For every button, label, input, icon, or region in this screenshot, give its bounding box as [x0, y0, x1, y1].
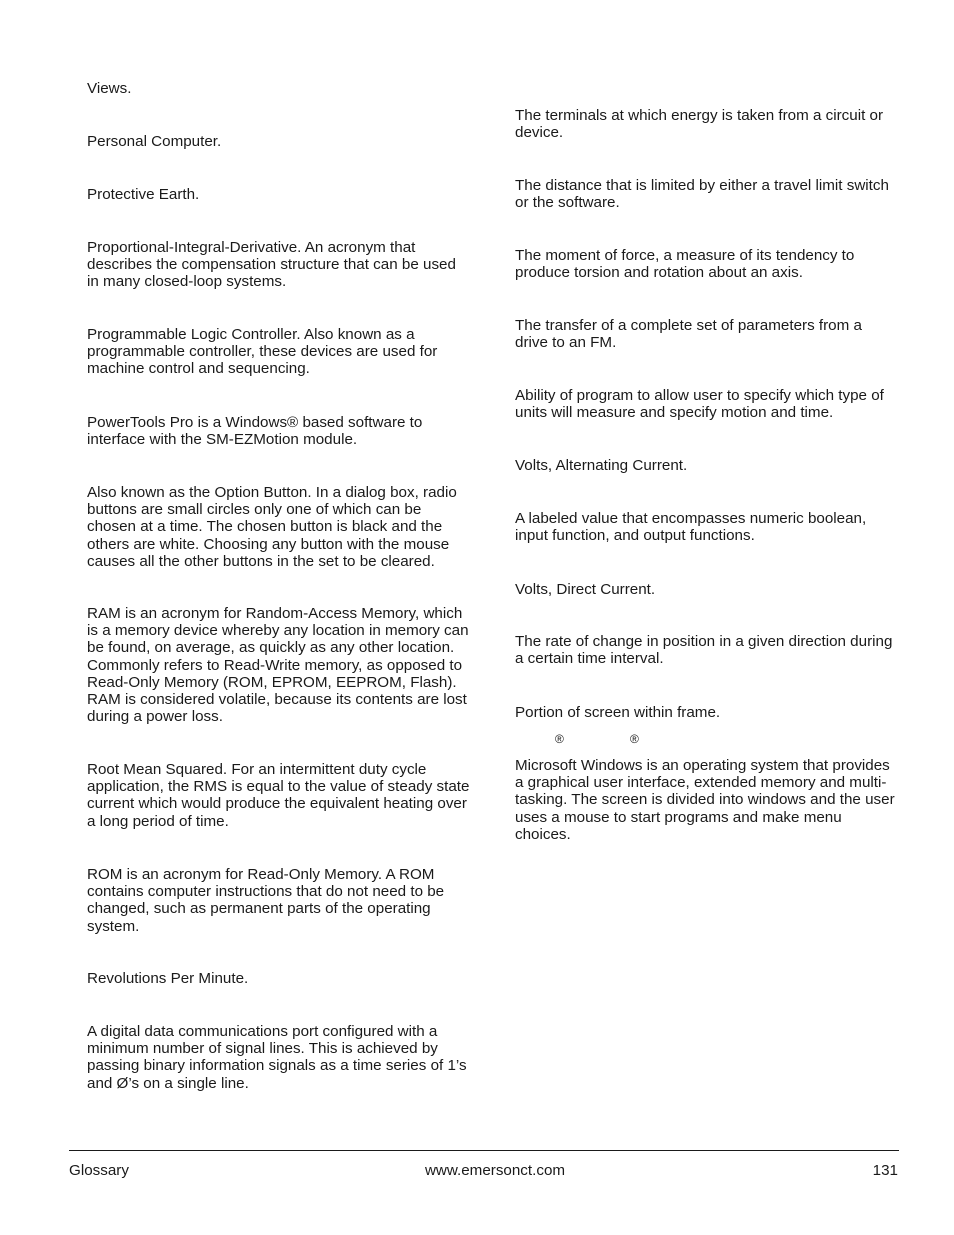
- definition-rom: ROM is an acronym for Read-Only Memory. A ROM contains computer instructions that do not need to be changed, such as permanent parts of the operating system.: [87, 866, 445, 935]
- definition-vdc: Volts, Direct Current.: [515, 581, 656, 598]
- definition-protective-earth: Protective Earth.: [87, 186, 200, 203]
- definition-rms: Root Mean Squared. For an intermittent duty cycle application, the RMS is equal to the value of steady state current which would produce the equivalent heating over a long period of time.: [87, 761, 470, 830]
- footer-page-number: 131: [872, 1162, 898, 1179]
- definition-terminals: The terminals at which energy is taken from a circuit or device.: [515, 107, 884, 142]
- definition-upload: The transfer of a complete set of parameters from a drive to an FM.: [515, 317, 862, 352]
- registered-mark: ®: [630, 732, 639, 746]
- footer-section-title: Glossary: [69, 1162, 129, 1179]
- definition-radio-button: Also known as the Option Button. In a dialog box, radio buttons are small circles only one of which can be chosen at a time. The chosen button is black and the others are white. Choosing any button with the mouse causes all the other buttons in the set to be cleared.: [87, 484, 457, 570]
- definition-window: Portion of screen within frame.: [515, 704, 721, 721]
- definition-travel-limit: The distance that is limited by either a travel limit switch or the software.: [515, 177, 889, 212]
- registered-mark: ®: [555, 732, 564, 746]
- definition-ram: RAM is an acronym for Random-Access Memory, which is a memory device whereby any location in memory can be found, on average, as quickly as any other location. Commonly refers to Read-Write memory, as opposed to Read-Only Memory (ROM, EPROM, EEPROM, Flash). RAM is considered volatile, because its contents are lost during a power loss.: [87, 605, 469, 726]
- definition-views: Views.: [87, 80, 132, 97]
- definition-powertools-pro: PowerTools Pro is a Windows® based software to interface with the SM-EZMotion module.: [87, 414, 423, 449]
- definition-velocity: The rate of change in position in a given direction during a certain time interval.: [515, 633, 893, 668]
- definition-pid: Proportional-Integral-Derivative. An acronym that describes the compensation structure that can be used in many closed-loop systems.: [87, 239, 456, 291]
- definition-torque: The moment of force, a measure of its tendency to produce torsion and rotation about an axis.: [515, 247, 855, 282]
- definition-serial-port: A digital data communications port configured with a minimum number of signal lines. This is achieved by passing binary information signals as a time series of 1’s and Ø’s on a single line.: [87, 1023, 467, 1092]
- definition-rpm: Revolutions Per Minute.: [87, 970, 249, 987]
- windows-heading-registered-marks: [515, 732, 899, 746]
- definition-windows: Microsoft Windows is an operating system that provides a graphical user interface, extended memory and multi-tasking. The screen is divided into windows and the user uses a mouse to start programs and make menu choices.: [515, 757, 895, 843]
- definition-variable: A labeled value that encompasses numeric boolean, input function, and output functions.: [515, 510, 867, 545]
- definition-personal-computer: Personal Computer.: [87, 133, 222, 150]
- definition-plc: Programmable Logic Controller. Also known as a programmable controller, these devices are used for machine control and sequencing.: [87, 326, 438, 378]
- footer-divider: [69, 1150, 899, 1151]
- footer-website: www.emersonct.com: [424, 1162, 566, 1179]
- definition-vac: Volts, Alternating Current.: [515, 457, 688, 474]
- definition-user-units: Ability of program to allow user to specify which type of units will measure and specify motion and time.: [515, 387, 884, 422]
